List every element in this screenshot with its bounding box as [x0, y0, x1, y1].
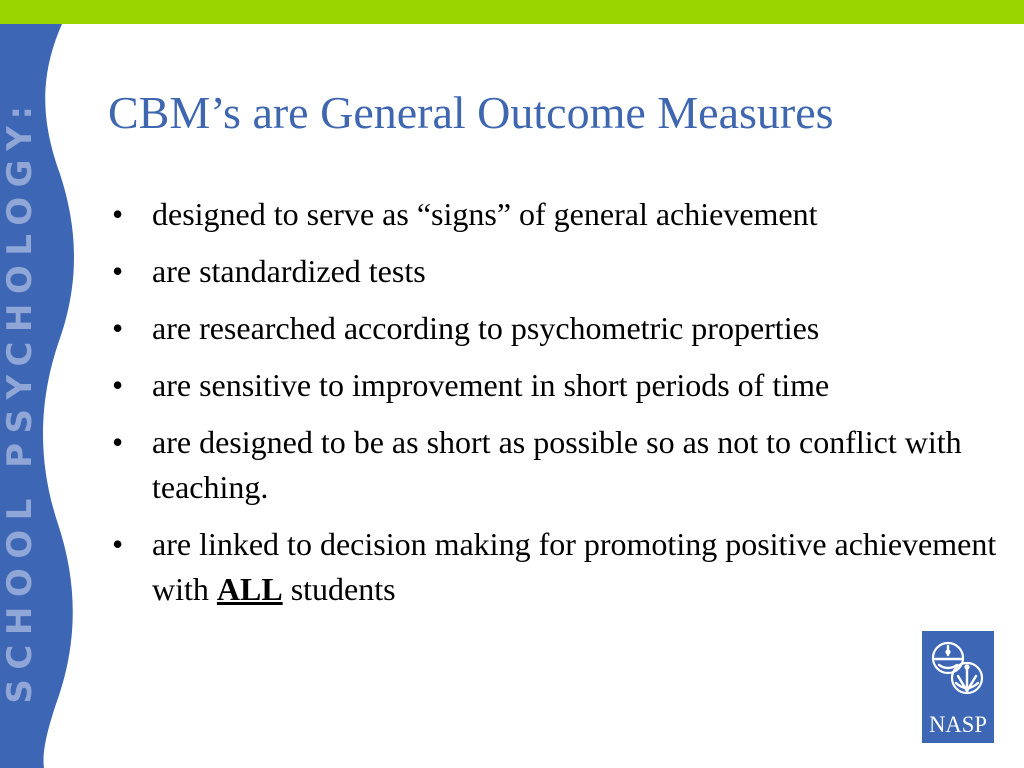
bullet-dot: •: [112, 526, 124, 562]
bullet-text: are researched according to psychometric properties: [152, 310, 820, 346]
bullet-item: [112, 306, 1002, 351]
logo-text: NASP: [929, 712, 987, 737]
bullet-text-part: students: [282, 571, 396, 607]
bullet-item: [112, 420, 1002, 510]
nasp-logo: [922, 631, 994, 743]
bullet-item: [112, 249, 1002, 294]
nasp-emblem-icon: [922, 631, 994, 743]
bullet-text: are standardized tests: [152, 253, 426, 289]
bullet-emphasis: ALL: [216, 571, 283, 607]
bullet-item: [112, 522, 1002, 612]
bullet-item: [112, 363, 1002, 408]
bullet-dot: •: [112, 367, 124, 403]
slide-title: CBM’s are General Outcome Measures: [108, 87, 834, 138]
bullet-list: [112, 192, 1002, 624]
bullet-dot: •: [112, 196, 124, 232]
bullet-text: are designed to be as short as possible so as not to conflict with teaching.: [152, 424, 962, 505]
bullet-dot: •: [112, 253, 124, 289]
bullet-text: are sensitive to improvement in short periods of time: [152, 367, 830, 403]
side-label: SCHOOL PSYCHOLOGY:: [0, 96, 40, 704]
bullet-dot: •: [112, 310, 124, 346]
top-accent-bar: [0, 0, 1024, 24]
bullet-text: designed to serve as “signs” of general achievement: [152, 196, 818, 232]
bullet-dot: •: [112, 424, 124, 460]
bullet-item: [112, 192, 1002, 237]
bullet-text-part: are linked to decision making for promoting positive achievement with: [152, 526, 997, 607]
